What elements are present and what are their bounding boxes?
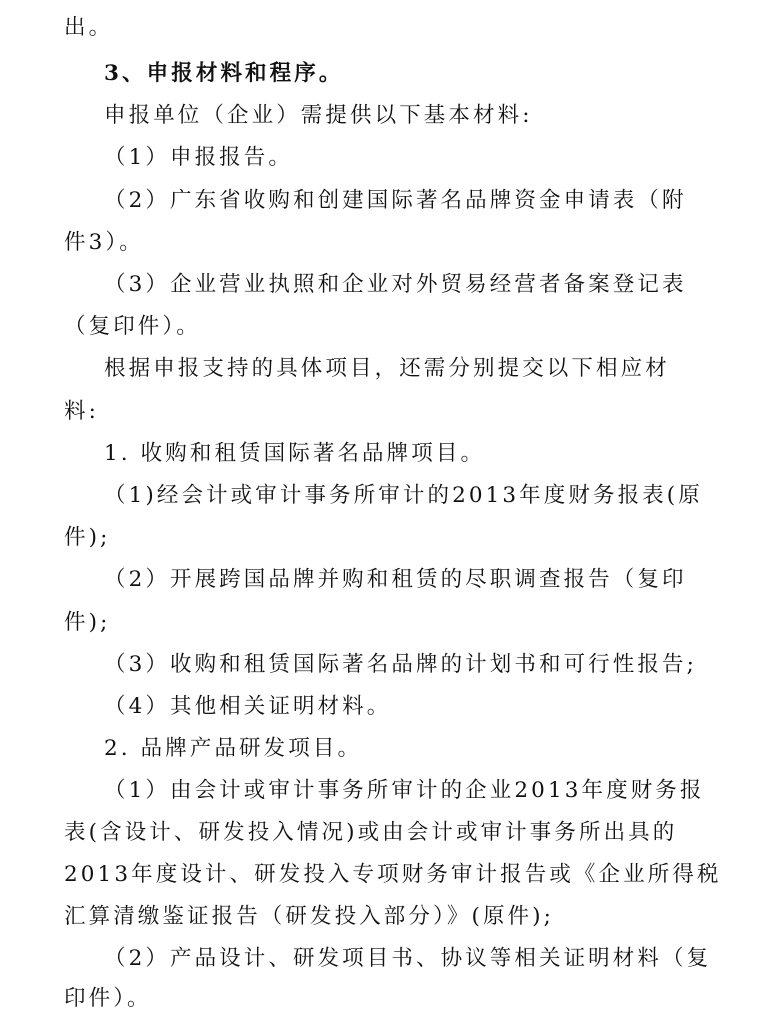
text-line: 件);	[64, 610, 111, 635]
subsection-heading: 2. 品牌产品研发项目。	[104, 736, 363, 761]
list-item: （2）开展跨国品牌并购和租赁的尽职调查报告（复印	[104, 567, 687, 592]
text-line: 印件）。	[64, 986, 152, 1011]
list-item: （3）企业营业执照和企业对外贸易经营者备案登记表	[104, 272, 687, 297]
list-item: （4）其他相关证明材料。	[104, 694, 392, 719]
text-line: 表(含设计、研发投入情况)或由会计或审计事务所出具的	[64, 820, 678, 845]
list-item: （2）产品设计、研发项目书、协议等相关证明材料（复	[104, 946, 712, 971]
text-line: 2013年度设计、研发投入专项财务审计报告或《企业所得税	[64, 862, 722, 887]
text-line: 出。	[64, 15, 114, 40]
list-item: （3）收购和租赁国际著名品牌的计划书和可行性报告;	[104, 652, 697, 677]
text-line: 汇算清缴鉴证报告（研发投入部分）》(原件);	[64, 904, 554, 929]
text-line: 件);	[64, 525, 111, 550]
text-line: （复印件）。	[64, 314, 201, 339]
list-item: （1)经会计或审计事务所审计的2013年度财务报表(原	[104, 483, 703, 508]
section-heading: 3、申报材料和程序。	[104, 61, 344, 86]
text-line: 件3）。	[64, 230, 144, 255]
list-item: （1）申报报告。	[104, 145, 293, 170]
text-line: 根据申报支持的具体项目，还需分别提交以下相应材	[104, 356, 670, 381]
list-item: （2）广东省收购和创建国际著名品牌资金申请表（附	[104, 188, 687, 213]
list-item: （1）由会计或审计事务所审计的企业2013年度财务报	[104, 778, 705, 803]
text-line: 申报单位（企业）需提供以下基本材料:	[104, 103, 533, 128]
subsection-heading: 1. 收购和租赁国际著名品牌项目。	[104, 441, 486, 466]
text-line: 料:	[64, 399, 99, 424]
